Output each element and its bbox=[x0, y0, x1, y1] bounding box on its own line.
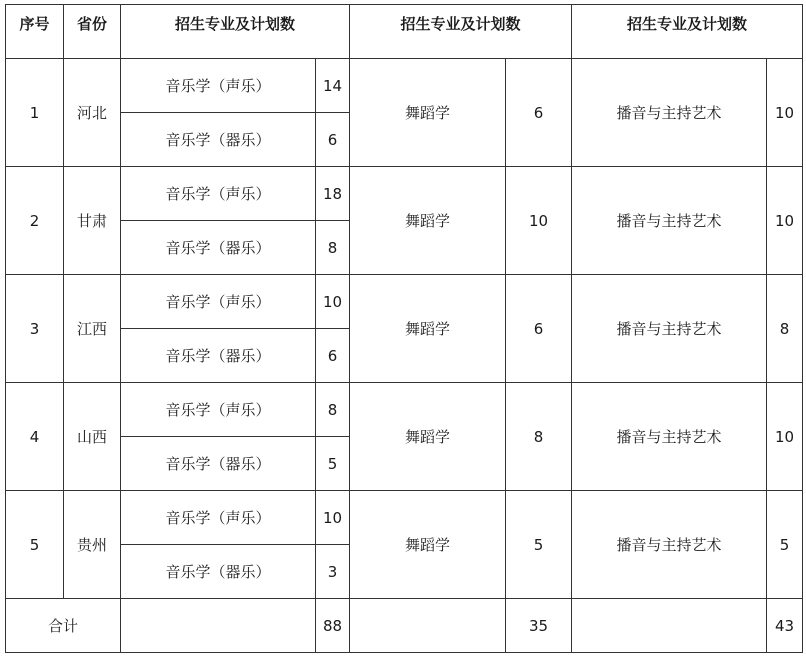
music-major-vocal: 音乐学（声乐） bbox=[121, 59, 316, 113]
enrollment-plan-table bbox=[5, 4, 803, 653]
header-index: 序号 bbox=[6, 5, 64, 59]
dance-count: 8 bbox=[506, 383, 572, 491]
broadcast-major: 播音与主持艺术 bbox=[572, 491, 767, 599]
row-province: 贵州 bbox=[64, 491, 121, 599]
music-major-instrumental: 音乐学（器乐） bbox=[121, 437, 316, 491]
broadcast-count: 10 bbox=[767, 59, 803, 167]
header-music-majors: 招生专业及计划数 bbox=[121, 5, 350, 59]
music-major-vocal: 音乐学（声乐） bbox=[121, 275, 316, 329]
music-count-instrumental: 8 bbox=[316, 221, 350, 275]
row-province: 甘肃 bbox=[64, 167, 121, 275]
total-broadcast-spacer bbox=[572, 599, 767, 653]
broadcast-count: 10 bbox=[767, 167, 803, 275]
row-index: 4 bbox=[6, 383, 64, 491]
music-major-instrumental: 音乐学（器乐） bbox=[121, 221, 316, 275]
dance-major: 舞蹈学 bbox=[350, 59, 506, 167]
broadcast-count: 8 bbox=[767, 275, 803, 383]
broadcast-major: 播音与主持艺术 bbox=[572, 59, 767, 167]
row-province: 江西 bbox=[64, 275, 121, 383]
dance-major: 舞蹈学 bbox=[350, 383, 506, 491]
total-row bbox=[6, 599, 803, 653]
music-count-vocal: 8 bbox=[316, 383, 350, 437]
total-music-count: 88 bbox=[316, 599, 350, 653]
header-row bbox=[6, 5, 803, 59]
row-province: 河北 bbox=[64, 59, 121, 167]
row-index: 5 bbox=[6, 491, 64, 599]
broadcast-count: 5 bbox=[767, 491, 803, 599]
broadcast-major: 播音与主持艺术 bbox=[572, 275, 767, 383]
music-major-vocal: 音乐学（声乐） bbox=[121, 383, 316, 437]
header-broadcast-majors: 招生专业及计划数 bbox=[572, 5, 803, 59]
total-label: 合计 bbox=[6, 599, 121, 653]
broadcast-count: 10 bbox=[767, 383, 803, 491]
music-major-vocal: 音乐学（声乐） bbox=[121, 491, 316, 545]
row-index: 1 bbox=[6, 59, 64, 167]
music-count-instrumental: 6 bbox=[316, 113, 350, 167]
header-province: 省份 bbox=[64, 5, 121, 59]
total-music-spacer bbox=[121, 599, 316, 653]
broadcast-major: 播音与主持艺术 bbox=[572, 383, 767, 491]
dance-count: 5 bbox=[506, 491, 572, 599]
music-major-vocal: 音乐学（声乐） bbox=[121, 167, 316, 221]
table-row bbox=[6, 167, 803, 221]
music-count-vocal: 10 bbox=[316, 491, 350, 545]
broadcast-major: 播音与主持艺术 bbox=[572, 167, 767, 275]
music-major-instrumental: 音乐学（器乐） bbox=[121, 329, 316, 383]
table-row bbox=[6, 383, 803, 437]
music-count-instrumental: 6 bbox=[316, 329, 350, 383]
row-index: 2 bbox=[6, 167, 64, 275]
header-dance-majors: 招生专业及计划数 bbox=[350, 5, 572, 59]
total-broadcast-count: 43 bbox=[767, 599, 803, 653]
dance-major: 舞蹈学 bbox=[350, 491, 506, 599]
music-count-vocal: 10 bbox=[316, 275, 350, 329]
dance-count: 6 bbox=[506, 59, 572, 167]
dance-count: 10 bbox=[506, 167, 572, 275]
dance-major: 舞蹈学 bbox=[350, 275, 506, 383]
row-index: 3 bbox=[6, 275, 64, 383]
dance-major: 舞蹈学 bbox=[350, 167, 506, 275]
music-count-instrumental: 5 bbox=[316, 437, 350, 491]
table-row bbox=[6, 59, 803, 113]
music-count-vocal: 18 bbox=[316, 167, 350, 221]
music-count-vocal: 14 bbox=[316, 59, 350, 113]
music-count-instrumental: 3 bbox=[316, 545, 350, 599]
total-dance-spacer bbox=[350, 599, 506, 653]
music-major-instrumental: 音乐学（器乐） bbox=[121, 545, 316, 599]
dance-count: 6 bbox=[506, 275, 572, 383]
total-dance-count: 35 bbox=[506, 599, 572, 653]
row-province: 山西 bbox=[64, 383, 121, 491]
table-row bbox=[6, 491, 803, 545]
table-row bbox=[6, 275, 803, 329]
music-major-instrumental: 音乐学（器乐） bbox=[121, 113, 316, 167]
